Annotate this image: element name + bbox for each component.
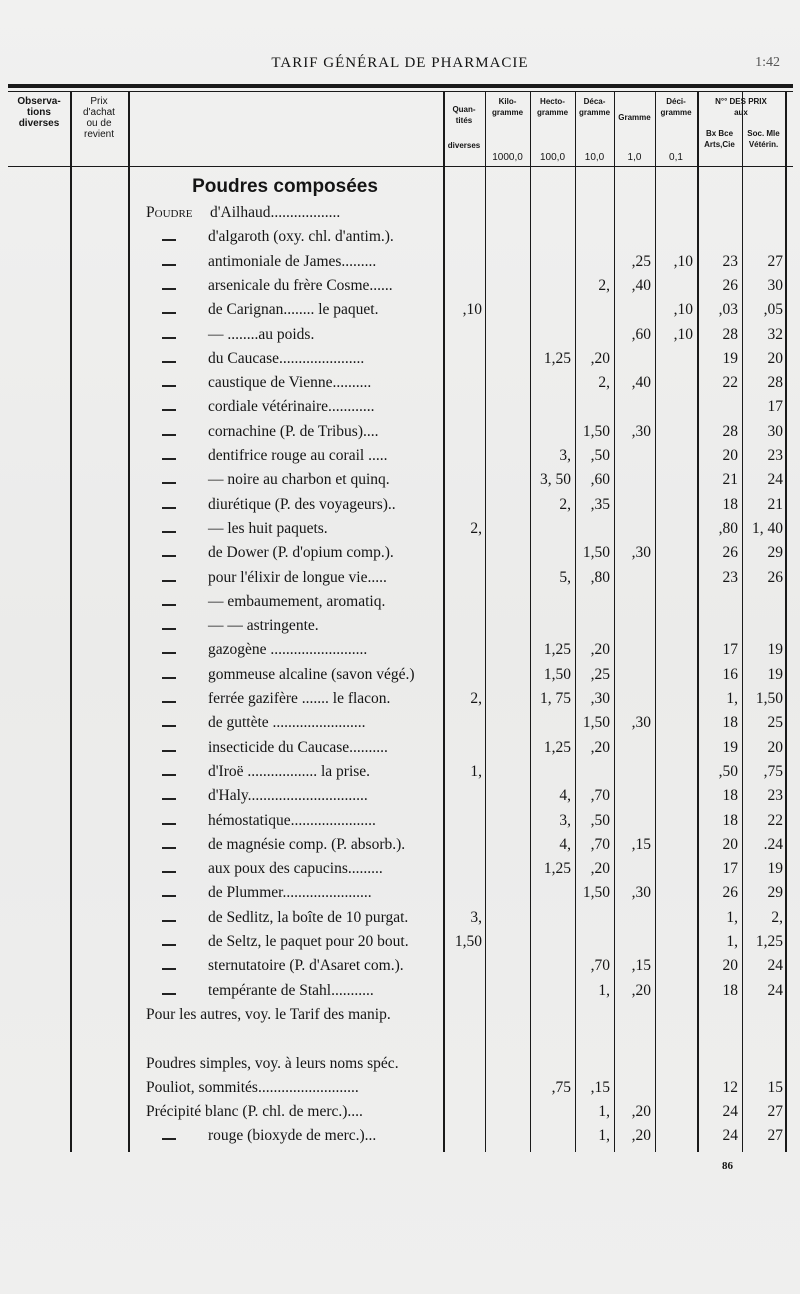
price-cell-p2: 2, (771, 908, 783, 926)
price-cell-p2: 19 (767, 641, 783, 659)
price-cell-p1: 20 (722, 447, 738, 464)
header-gramme-unit: 1,0 (627, 152, 642, 163)
item-label: Pouliot, sommités.......................... (146, 1078, 359, 1096)
ditto-dash (162, 1138, 176, 1140)
table-row (0, 1030, 800, 1054)
price-cell-q: ,10 (462, 301, 482, 319)
price-cell-p2: 15 (767, 1078, 783, 1096)
header-prix-aux: N°° DES PRIX aux (715, 97, 767, 117)
price-cell-p1: 20 (722, 957, 738, 975)
price-cell-dag: ,80 (590, 568, 610, 586)
price-cell-p2: 24 (767, 957, 783, 975)
price-cell-hg: 3, (559, 811, 571, 829)
table-row (0, 763, 800, 787)
table-row (0, 228, 800, 252)
table-row (0, 933, 800, 957)
header-quantites: Quan- tités (452, 105, 476, 125)
table-row (0, 982, 800, 1006)
price-cell-g: ,30 (631, 422, 651, 440)
price-cell-p2: 32 (767, 325, 783, 343)
item-label: — ........au poids. (208, 325, 315, 343)
price-cell-g: ,20 (631, 1127, 651, 1145)
price-cell-p1: 17 (722, 641, 738, 659)
page-number: 1:42 (755, 55, 780, 70)
item-label: du Caucase...................... (208, 349, 365, 367)
header-deca-unit: 10,0 (584, 152, 605, 163)
price-cell-dag: ,20 (590, 738, 610, 756)
price-cell-dag: ,70 (590, 787, 610, 805)
item-label: sternutatoire (P. d'Asaret com.). (208, 957, 404, 975)
price-cell-hg: ,75 (551, 1078, 571, 1096)
item-label: arsenicale du frère Cosme...... (208, 276, 393, 294)
table-row (0, 787, 800, 811)
table-row (0, 1006, 800, 1030)
ditto-dash (162, 458, 176, 460)
ditto-dash (162, 920, 176, 922)
item-label: ferrée gazifère ....... le flacon. (208, 690, 391, 707)
item-label: de Sedlitz, la boîte de 10 purgat. (208, 908, 409, 926)
header-prix-achat: Prix d'achat ou de revient (83, 96, 115, 140)
price-cell-p1: 18 (722, 495, 738, 513)
table-row (0, 544, 800, 568)
price-cell-hg: 1, 75 (540, 690, 571, 707)
ditto-dash (162, 968, 176, 970)
header-hecto-unit: 100,0 (539, 152, 566, 163)
price-cell-g: ,25 (631, 252, 651, 270)
price-cell-p1: 26 (722, 276, 738, 294)
item-label: gazogène ......................... (208, 641, 368, 659)
price-cell-p2: 24 (767, 981, 783, 999)
item-label: insecticide du Caucase.......... (208, 738, 388, 756)
price-cell-p1: 18 (722, 787, 738, 805)
price-cell-p2: ,05 (763, 301, 783, 319)
ditto-dash (162, 337, 176, 339)
item-label: de guttète ........................ (208, 714, 366, 732)
table-row (0, 884, 800, 908)
table-row (0, 690, 800, 714)
ditto-dash (162, 555, 176, 557)
table-row (0, 1079, 800, 1103)
price-cell-g: ,15 (631, 957, 651, 975)
header-deci-unit: 0,1 (669, 152, 683, 163)
item-label: — les huit paquets. (208, 519, 328, 537)
item-label: — noire au charbon et quinq. (208, 471, 390, 489)
table-row (0, 739, 800, 763)
ditto-dash (162, 312, 176, 314)
price-cell-dag: ,30 (590, 690, 610, 707)
price-cell-dag: 1, (598, 981, 610, 999)
price-cell-p1: 23 (722, 568, 738, 586)
price-cell-q: 1, (470, 762, 482, 780)
ditto-dash (162, 725, 176, 727)
section-title: Poudres composées (192, 176, 378, 197)
price-cell-p1: 1, (726, 690, 738, 707)
ditto-dash (162, 993, 176, 995)
header-observations: Observa- tions diverses (17, 96, 61, 129)
header-kilo-unit: 1000,0 (492, 152, 523, 163)
table-row (0, 1055, 800, 1079)
price-cell-p1: 20 (722, 835, 738, 853)
ditto-dash (162, 288, 176, 290)
price-cell-g: ,20 (631, 1103, 651, 1121)
table-row (0, 301, 800, 325)
price-cell-dag: 1,50 (582, 714, 610, 732)
header-soc: Soc. Mle Vétérin. (747, 129, 780, 149)
price-cell-p2: 27 (767, 1103, 783, 1121)
price-cell-hg: 1,25 (543, 641, 571, 659)
table-row (0, 909, 800, 933)
price-cell-p2: 20 (767, 349, 783, 367)
price-cell-g: ,20 (631, 981, 651, 999)
header-deca: Déca- gramme (578, 97, 611, 117)
price-cell-g: ,40 (631, 276, 651, 294)
price-cell-p1: 24 (722, 1103, 738, 1121)
price-cell-p1: 16 (722, 665, 738, 683)
price-cell-g: ,30 (631, 544, 651, 562)
price-cell-p1: ,03 (718, 301, 738, 319)
price-cell-p2: 1,50 (755, 690, 783, 707)
table-row (0, 569, 800, 593)
ditto-dash (162, 385, 176, 387)
ditto-dash (162, 361, 176, 363)
price-cell-p1: ,50 (718, 762, 738, 780)
price-cell-dg: ,10 (673, 325, 693, 343)
price-cell-p2: 28 (767, 374, 783, 392)
price-cell-hg: 2, (559, 495, 571, 513)
header-arts: Bx Bce Arts,Cie (704, 129, 735, 149)
ditto-dash (162, 409, 176, 411)
price-cell-dag: ,60 (590, 471, 610, 489)
price-cell-dg: ,10 (673, 301, 693, 319)
price-cell-p2: 1,25 (755, 933, 783, 950)
price-cell-hg: 4, (559, 835, 571, 853)
header-kilo: Kilo- gramme (491, 97, 524, 117)
item-label: diurétique (P. des voyageurs).. (208, 495, 396, 513)
item-label: d'Ailhaud.................. (210, 204, 341, 221)
table-row (0, 447, 800, 471)
price-cell-p1: 17 (722, 860, 738, 878)
header-rule (8, 166, 793, 167)
ditto-dash (162, 677, 176, 679)
price-cell-q: 1,50 (454, 933, 482, 950)
price-cell-hg: 1,25 (543, 860, 571, 878)
item-label: cordiale vétérinaire............ (208, 398, 375, 416)
entry-word: Poudre (146, 204, 193, 221)
table-row (0, 326, 800, 350)
item-label: rouge (bioxyde de merc.)... (208, 1127, 377, 1145)
price-cell-p2: 29 (767, 884, 783, 902)
price-cell-p2: 19 (767, 860, 783, 878)
table-row (0, 836, 800, 860)
price-cell-dag: ,25 (590, 665, 610, 683)
price-cell-p2: 1, 40 (752, 519, 783, 537)
table-row (0, 641, 800, 665)
item-label: de Seltz, le paquet pour 20 bout. (208, 933, 409, 950)
price-cell-p1: 26 (722, 884, 738, 902)
price-cell-p2: 23 (767, 787, 783, 805)
table-row (0, 1103, 800, 1127)
ditto-dash (162, 604, 176, 606)
item-label: hémostatique...................... (208, 811, 376, 829)
table-row (0, 277, 800, 301)
item-label: aux poux des capucins......... (208, 860, 383, 878)
item-label: d'Iroë .................. la prise. (208, 762, 371, 780)
running-head: TARIF GÉNÉRAL DE PHARMACIE (271, 55, 529, 71)
price-cell-p2: ,75 (763, 762, 783, 780)
item-label: — — astringente. (208, 617, 319, 635)
price-cell-p1: ,80 (718, 519, 738, 537)
price-cell-p2: 27 (767, 252, 783, 270)
printer-signature: 86 (722, 1160, 733, 1172)
price-cell-hg: 4, (559, 787, 571, 805)
price-cell-hg: 5, (559, 568, 571, 586)
item-label: d'Haly............................... (208, 787, 368, 805)
price-cell-p2: 26 (767, 568, 783, 586)
price-cell-g: ,15 (631, 835, 651, 853)
price-cell-p1: 18 (722, 714, 738, 732)
price-cell-q: 2, (470, 690, 482, 707)
ditto-dash (162, 239, 176, 241)
price-cell-p2: 21 (767, 495, 783, 513)
item-label: dentifrice rouge au corail ..... (208, 447, 388, 464)
price-cell-g: ,30 (631, 884, 651, 902)
ditto-dash (162, 434, 176, 436)
top-rule-thin (8, 91, 793, 92)
price-cell-q: 3, (470, 908, 482, 926)
price-cell-p2: 29 (767, 544, 783, 562)
ditto-dash (162, 507, 176, 509)
price-cell-p2: 19 (767, 665, 783, 683)
item-label: de Carignan........ le paquet. (208, 301, 379, 319)
price-cell-dag: 2, (598, 276, 610, 294)
price-cell-p1: 24 (722, 1127, 738, 1145)
item-label: tempérante de Stahl........... (208, 981, 374, 999)
price-cell-hg: 3, (559, 447, 571, 464)
table-row (0, 253, 800, 277)
price-cell-p2: .24 (763, 835, 783, 853)
price-cell-dag: 1, (598, 1127, 610, 1145)
item-label: de magnésie comp. (P. absorb.). (208, 835, 406, 853)
ditto-dash (162, 847, 176, 849)
header-quantites-sub: diverses (447, 141, 481, 150)
ditto-dash (162, 944, 176, 946)
price-cell-dag: 2, (598, 374, 610, 392)
price-cell-p1: 28 (722, 325, 738, 343)
table-row (0, 374, 800, 398)
price-cell-g: ,60 (631, 325, 651, 343)
top-rule (8, 84, 793, 88)
price-cell-dag: ,70 (590, 835, 610, 853)
table-row (0, 471, 800, 495)
price-cell-p1: 18 (722, 981, 738, 999)
item-label: pour l'élixir de longue vie..... (208, 568, 387, 586)
table-row (0, 593, 800, 617)
price-cell-dag: 1, (598, 1103, 610, 1121)
ditto-dash (162, 264, 176, 266)
table-row (0, 666, 800, 690)
item-label: Pour les autres, voy. le Tarif des manip. (146, 1005, 391, 1023)
price-cell-p2: 25 (767, 714, 783, 732)
ditto-dash (162, 774, 176, 776)
price-cell-dag: 1,50 (582, 422, 610, 440)
price-cell-p2: 24 (767, 471, 783, 489)
price-cell-p1: 28 (722, 422, 738, 440)
price-cell-dag: ,20 (590, 860, 610, 878)
price-cell-hg: 3, 50 (540, 471, 571, 489)
ditto-dash (162, 531, 176, 533)
price-cell-p2: 23 (767, 447, 783, 464)
price-cell-p2: 20 (767, 738, 783, 756)
item-label: Poudres simples, voy. à leurs noms spéc. (146, 1054, 399, 1072)
table-row (0, 204, 800, 228)
price-cell-dag: ,70 (590, 957, 610, 975)
price-cell-p2: 30 (767, 422, 783, 440)
header-deci: Déci- gramme (660, 97, 692, 117)
table-row (0, 520, 800, 544)
header-hecto: Hecto- gramme (536, 97, 569, 117)
price-cell-p1: 18 (722, 811, 738, 829)
item-label: caustique de Vienne.......... (208, 374, 372, 392)
table-row (0, 860, 800, 884)
price-cell-p1: 22 (722, 374, 738, 392)
price-cell-p1: 1, (726, 908, 738, 926)
table-row (0, 714, 800, 738)
price-cell-dag: ,20 (590, 349, 610, 367)
table-row (0, 617, 800, 641)
ditto-dash (162, 871, 176, 873)
table-row (0, 398, 800, 422)
ditto-dash (162, 895, 176, 897)
table-row (0, 812, 800, 836)
item-label: gommeuse alcaline (savon végé.) (208, 665, 415, 683)
price-cell-hg: 1,25 (543, 738, 571, 756)
table-row (0, 350, 800, 374)
price-cell-q: 2, (470, 519, 482, 537)
table-row (0, 1127, 800, 1151)
price-cell-p2: 30 (767, 276, 783, 294)
price-cell-dag: 1,50 (582, 544, 610, 562)
table-row (0, 496, 800, 520)
item-label: Précipité blanc (P. chl. de merc.).... (146, 1103, 363, 1121)
price-cell-p1: 21 (722, 471, 738, 489)
item-label: antimoniale de James......... (208, 252, 377, 270)
price-cell-p1: 26 (722, 544, 738, 562)
price-cell-p2: 27 (767, 1127, 783, 1145)
price-cell-dag: ,20 (590, 641, 610, 659)
price-cell-g: ,30 (631, 714, 651, 732)
ditto-dash (162, 580, 176, 582)
item-label: de Dower (P. d'opium comp.). (208, 544, 394, 562)
item-label: cornachine (P. de Tribus).... (208, 422, 379, 440)
header-gramme: Gramme (618, 113, 651, 122)
ditto-dash (162, 798, 176, 800)
ditto-dash (162, 482, 176, 484)
price-cell-p1: 19 (722, 738, 738, 756)
price-cell-p1: 19 (722, 349, 738, 367)
price-cell-dag: ,50 (590, 811, 610, 829)
price-cell-dg: ,10 (673, 252, 693, 270)
price-cell-dag: ,50 (590, 447, 610, 464)
table-row (0, 957, 800, 981)
ditto-dash (162, 823, 176, 825)
price-cell-g: ,40 (631, 374, 651, 392)
item-label: d'algaroth (oxy. chl. d'antim.). (208, 228, 394, 246)
price-cell-p1: 12 (722, 1078, 738, 1096)
price-cell-hg: 1,50 (543, 665, 571, 683)
price-cell-dag: 1,50 (582, 884, 610, 902)
ditto-dash (162, 750, 176, 752)
price-cell-p2: 22 (767, 811, 783, 829)
price-cell-dag: ,15 (590, 1078, 610, 1096)
item-label: — embaumement, aromatiq. (208, 592, 386, 610)
price-cell-p1: 1, (726, 933, 738, 950)
item-label: de Plummer....................... (208, 884, 372, 902)
price-cell-p1: 23 (722, 252, 738, 270)
ditto-dash (162, 652, 176, 654)
price-cell-dag: ,35 (590, 495, 610, 513)
ditto-dash (162, 701, 176, 703)
table-row (0, 423, 800, 447)
price-cell-hg: 1,25 (543, 349, 571, 367)
ditto-dash (162, 628, 176, 630)
price-cell-p2: 17 (767, 398, 783, 416)
